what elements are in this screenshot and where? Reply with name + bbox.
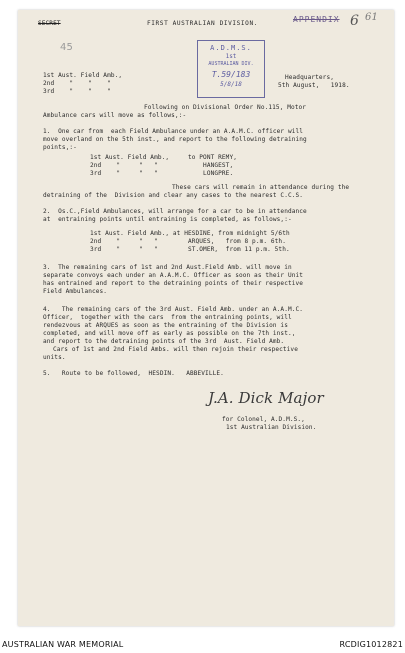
footer-record-id: RCDIG1012821 [339, 640, 403, 649]
body-line: points,:- [43, 144, 77, 151]
handwritten-signature: J.A. Dick Major [208, 389, 324, 407]
body-line: Officer, together with the cars from the entraining points, will [43, 314, 292, 321]
stamp-line-2: 1st [225, 53, 237, 60]
body-line: Field Ambulances. [43, 288, 108, 295]
body-line: 3rd " " " ST.OMER, from 11 p.m. 5th. [90, 246, 290, 253]
signature-unit: 1st Australian Division. [226, 424, 317, 431]
date-line: 5th August, 1918. [278, 82, 350, 89]
body-line: at entraining points until entraining is completed, as follows,:- [43, 216, 292, 223]
stamp-line-4: T.59/183 [211, 70, 251, 79]
classification-label: SECRET [38, 20, 61, 27]
appendix-number-handwritten: 6 [350, 13, 360, 29]
body-line: separate convoys each under an A.A.M.C. Officer as soon as their Unit [43, 272, 304, 279]
stamp-line-5: 5/8/18 [220, 81, 242, 88]
body-line: has entrained and report to the detraining points of their respective [43, 280, 304, 287]
body-line: 4. The remaining cars of the 3rd Aust. Field Amb. under an A.A.M.C. [43, 306, 304, 313]
body-line: move overland on the 5th inst., and report to the following detraining [43, 136, 307, 143]
body-line: Ambulance cars will move as follows,:- [43, 112, 187, 119]
footer-archive-name: AUSTRALIAN WAR MEMORIAL [2, 640, 124, 649]
stamp-line-1: A.D.M.S. [210, 44, 252, 52]
body-line: rendezvous at ARQUES as soon as the entraining of the Division is [43, 322, 288, 329]
body-line: completed, and will move off as early as possible on the 7th inst., [43, 330, 296, 337]
body-line: 2. Os.C.,Field Ambulances, will arrange for a car to be in attendance [43, 208, 307, 215]
body-line: Following on Divisional Order No.115, Motor [144, 104, 307, 111]
corner-page-number-handwritten: 61 [365, 12, 378, 23]
body-line: 1st Aust. Field Amb., at HESDINE, from midnight 5/6th [90, 230, 290, 237]
body-line: 3. The remaining cars of 1st and 2nd Aust.Field Amb. will move in [43, 264, 292, 271]
body-line: 3rd " " " LONGPRE. [90, 170, 234, 177]
addressee-line-3: 3rd " " " [43, 88, 111, 95]
body-line: 5. Route to be followed, HESDIN. ABBEVILLE. [43, 370, 224, 377]
stamp-line-3: AUSTRALIAN DIV. [208, 61, 254, 67]
body-line: Cars of 1st and 2nd Field Ambs. will then rejoin their respective [53, 346, 298, 353]
signature-for-label: for Colonel, A.D.M.S., [222, 416, 305, 423]
addressee-line-1: 1st Aust. Field Amb., [43, 72, 123, 79]
division-title: FIRST AUSTRALIAN DIVISION. [147, 20, 258, 27]
body-line: 2nd " " " ARQUES, from 8 p.m. 6th. [90, 238, 286, 245]
body-line: 1st Aust. Field Amb., to PONT REMY, [90, 154, 237, 161]
place-line: Headquarters, [285, 74, 334, 81]
folio-number: 45 [60, 42, 73, 53]
body-line: detraining of the Division and clear any cases to the nearest C.C.S. [43, 192, 304, 199]
body-line: 1. One car from each Field Ambulance under an A.A.M.C. officer will [43, 128, 304, 135]
appendix-stamp: APPENDIX [293, 15, 340, 24]
adms-received-stamp [197, 40, 265, 98]
body-line: 2nd " " " HANGEST, [90, 162, 234, 169]
body-line: units. [43, 354, 66, 361]
body-line: and report to the detraining points of the 3rd Aust. Field Amb. [43, 338, 285, 345]
body-line: These cars will remain in attendance during the [172, 184, 350, 191]
addressee-line-2: 2nd " " " [43, 80, 111, 87]
